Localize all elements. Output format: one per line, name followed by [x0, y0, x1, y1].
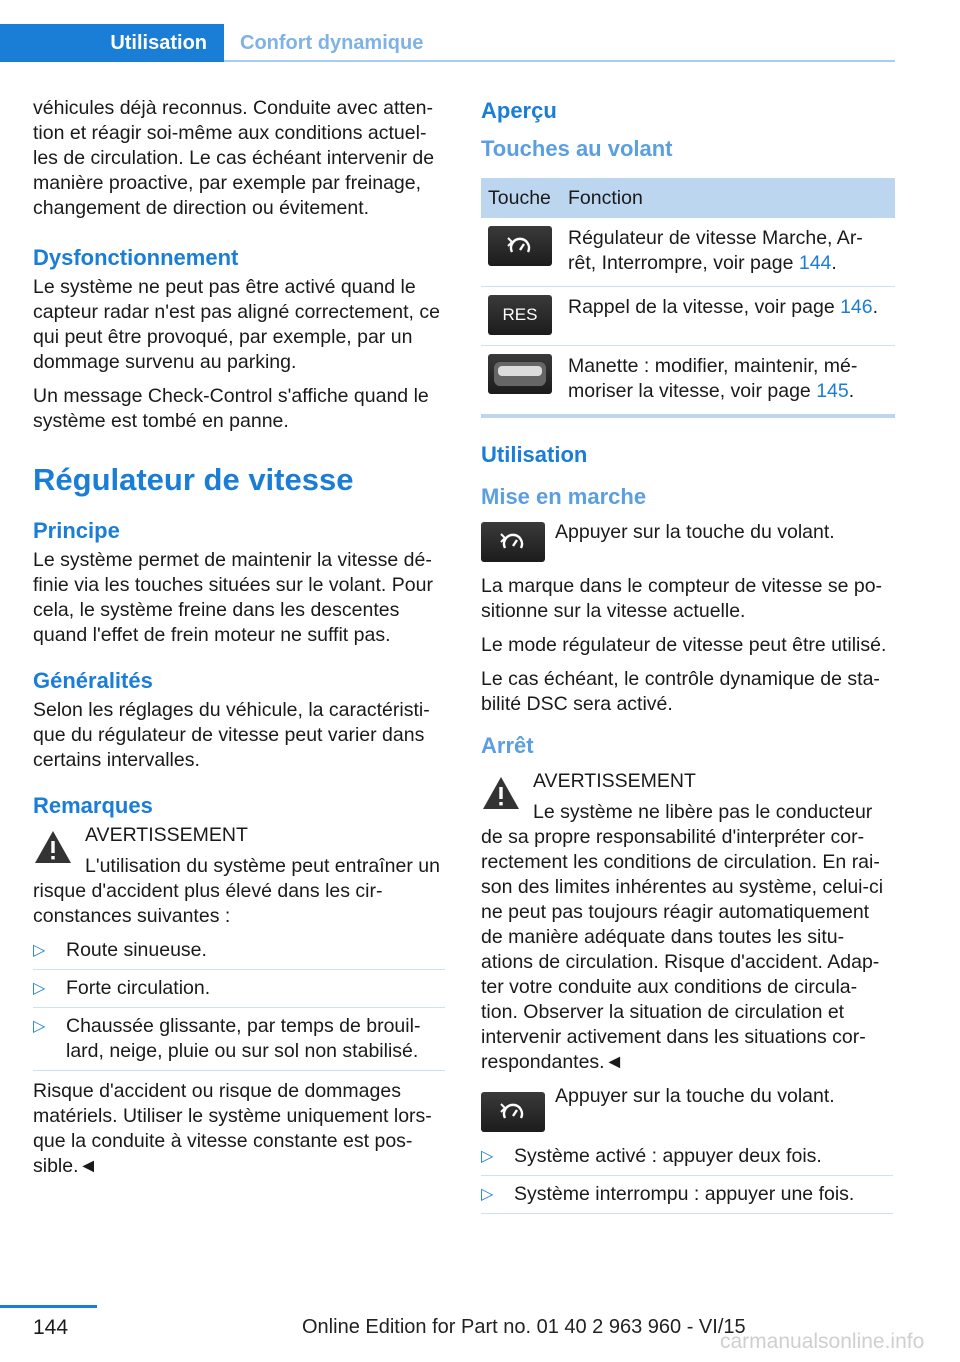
table-header-fonction: Fonction: [561, 178, 895, 218]
cruise-icon: [481, 522, 545, 562]
res-icon: RES: [502, 305, 538, 324]
table-cell-fonction: [561, 346, 895, 417]
cruise-button-image: [481, 1092, 545, 1132]
page-number: 144: [33, 1316, 69, 1339]
list-item: ▷ Système activé : appuyer deux fois.: [481, 1144, 893, 1176]
warning-block: [33, 823, 445, 929]
edition-text: Online Edition for Part no. 01 40 2 963 960 - VI/15: [302, 1316, 746, 1338]
cruise-button-image: [488, 226, 552, 266]
left-column: [33, 96, 445, 1188]
tab-utilisation[interactable]: Utilisation: [0, 24, 224, 62]
warning-triangle-icon: [481, 775, 521, 811]
arret-list: [481, 1144, 893, 1214]
utilisation-heading: Utilisation: [481, 442, 588, 467]
table-row: [481, 346, 895, 417]
watermark: carmanualsonline.info: [720, 1330, 925, 1353]
mise-paragraph-3: Le cas échéant, le contrôle dynamique de sta-bilité DSC sera activé.: [481, 668, 880, 715]
cruise-icon: [488, 226, 552, 266]
final-paragraph: Risque d'accident ou risque de dommages matériels. Utiliser le système uniquement lors-que la conduite à vitesse constante est pos-sible.◄: [33, 1080, 432, 1177]
row-text: Manette : modifier, maintenir, mé-moriser la vitesse, voir page: [568, 355, 858, 402]
table-cell-fonction: [561, 218, 895, 287]
remarques-heading: Remarques: [33, 793, 153, 818]
tab-confort-dynamique[interactable]: Confort dynamique: [240, 32, 424, 54]
warning-block: [481, 769, 893, 1075]
mise-en-marche-heading: Mise en marche: [481, 484, 647, 509]
table-row: [481, 218, 895, 287]
table-header-touche: Touche: [481, 178, 561, 218]
arret-heading: Arrêt: [481, 733, 534, 758]
warning-list: [33, 938, 445, 1071]
list-item: ▷ Forte circulation.: [33, 976, 445, 1008]
warning-heading: AVERTISSEMENT: [533, 770, 696, 792]
list-item: ▷ Système interrompu : appuyer une fois.: [481, 1182, 893, 1214]
mise-paragraph-2: Le mode régulateur de vitesse peut être utilisé.: [481, 634, 887, 656]
footer-accent-line: [0, 1305, 97, 1308]
arret-button-text: Appuyer sur la touche du volant.: [555, 1085, 835, 1107]
warning-text: Le système ne libère pas le conducteur de sa propre responsabilité d'interpréter cor-rectement les conditions de circulation. En rai-son des limites inhérentes au système, celui-ci ne peut pas toujours réagir automatiquement de manière adéquate dans toutes les situ-ations de circulation. Risque d'accident. Adap-ter votre conduite aux conditions de circula-tion. Observer la situation de circulation et intervenir activement dans les situations cor-respondantes.◄: [481, 801, 884, 1073]
dysfonctionnement-paragraph-1: Le système ne peut pas être activé quand le capteur radar n'est pas aligné correctement, ce qui peut être provoqué, par exemple, par un dommage survenu au parking.: [33, 276, 440, 373]
generalites-heading: Généralités: [33, 668, 153, 693]
generalites-paragraph: Selon les réglages du véhicule, la caractéristi-que du régulateur de vitesse peut varier dans certains intervalles.: [33, 699, 430, 771]
res-button-image: [488, 295, 552, 335]
list-item: ▷ Chaussée glissante, par temps de brouil-lard, neige, pluie ou sur sol non stabilisé.: [33, 1014, 445, 1071]
mise-paragraph-1: La marque dans le compteur de vitesse se po-sitionne sur la vitesse actuelle.: [481, 575, 883, 622]
intro-paragraph: véhicules déjà reconnus. Conduite avec atten-tion et réagir soi-même aux conditions actuel-les de circulation. Le cas échéant intervenir de manière proactive, par exemple par freinage, changement de direction ou évitement.: [33, 97, 435, 219]
page-link[interactable]: 146: [840, 296, 873, 318]
lever-button-image: [488, 354, 552, 394]
principe-heading: Principe: [33, 518, 120, 543]
section-title: Régulateur de vitesse: [33, 462, 354, 497]
header-divider: [224, 60, 895, 62]
table-cell-fonction: [561, 287, 895, 346]
table-header-row: [481, 178, 895, 218]
right-column: [481, 96, 893, 1222]
apercu-heading: Aperçu: [481, 98, 557, 123]
list-item: ▷ Route sinueuse.: [33, 938, 445, 970]
cruise-icon: [481, 1092, 545, 1132]
cruise-button-image: [481, 522, 545, 562]
page-link[interactable]: 144: [798, 252, 832, 274]
row-end: .: [848, 380, 855, 402]
header-bar: [0, 0, 895, 62]
row-end: .: [872, 296, 879, 318]
lever-icon: [488, 354, 552, 394]
warning-text: L'utilisation du système peut entraîner un risque d'accident plus élevé dans les cir-constances suivantes :: [33, 855, 440, 927]
warning-heading: AVERTISSEMENT: [85, 824, 248, 846]
table-row: [481, 287, 895, 346]
keys-table: [481, 178, 895, 418]
row-text: Rappel de la vitesse, voir page: [568, 296, 841, 318]
principe-paragraph: Le système permet de maintenir la vitesse dé-finie via les touches situées sur le volant. Pour cela, le système freine dans les descentes quand l'effet de frein moteur ne suffit pas.: [33, 549, 433, 646]
warning-triangle-icon: [33, 829, 73, 865]
row-end: .: [831, 252, 837, 274]
touches-heading: Touches au volant: [481, 136, 673, 161]
row-text: Régulateur de vitesse Marche, Ar-rêt, Interrompre, voir page: [568, 227, 863, 274]
mise-button-text: Appuyer sur la touche du volant.: [555, 521, 835, 543]
dysfonctionnement-paragraph-2: Un message Check-Control s'affiche quand le système est tombé en panne.: [33, 385, 429, 432]
page-link[interactable]: 145: [816, 380, 849, 402]
dysfonctionnement-heading: Dysfonctionnement: [33, 245, 239, 270]
